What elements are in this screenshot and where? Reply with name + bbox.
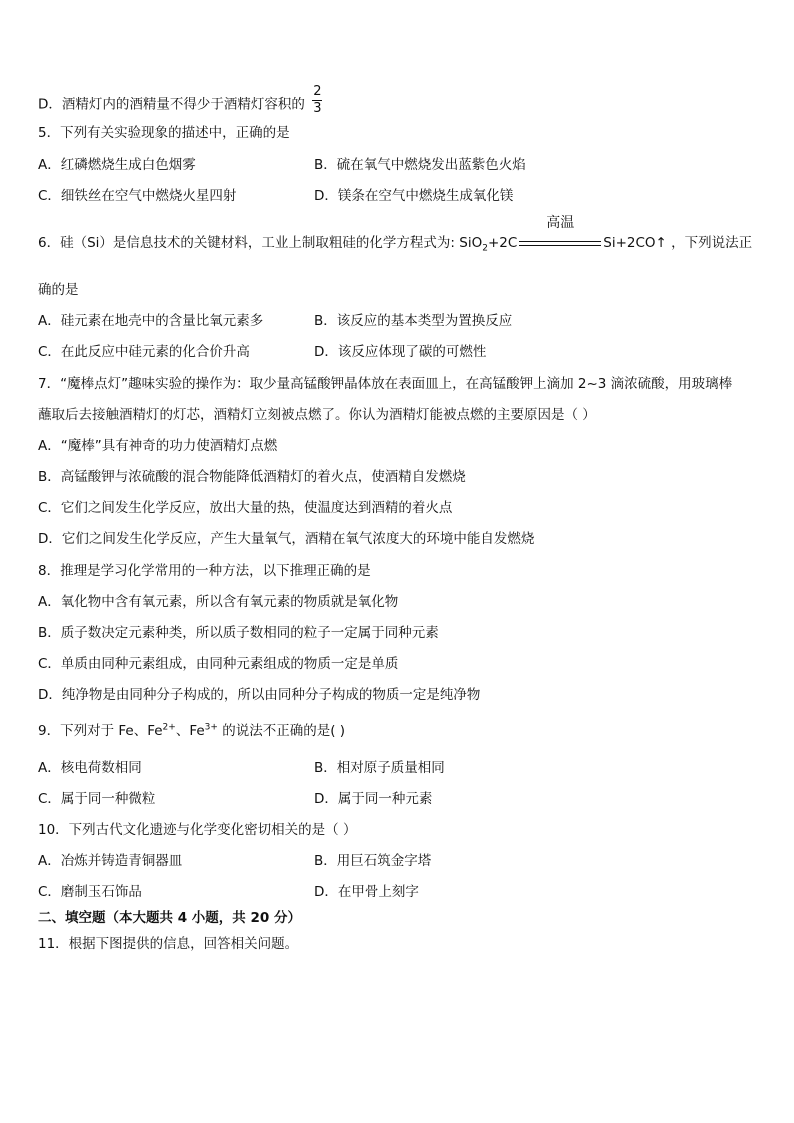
q5-stem: 5．下列有关实验现象的描述中，正确的是 <box>38 125 290 141</box>
eq-lhs-subscript: 2 <box>482 243 488 254</box>
q8-option-a: A．氧化物中含有氧元素，所以含有氧元素的物质就是氧化物 <box>38 594 399 610</box>
q9-option-a: A．核电荷数相同 <box>38 760 142 776</box>
fraction-numerator: 2 <box>313 84 322 99</box>
q7-option-d: D．它们之间发生化学反应，产生大量氧气，酒精在氧气浓度大的环境中能自发燃烧 <box>38 531 535 547</box>
eq-rhs: Si+2CO↑ <box>603 235 667 251</box>
q4-option-d-text: D．酒精灯内的酒精量不得少于酒精灯容积的 <box>38 96 305 113</box>
q6-stem-line1 <box>38 215 753 254</box>
q9-stem <box>38 722 345 740</box>
q6-option-b: B．该反应的基本类型为置换反应 <box>314 313 513 329</box>
q10-stem: 10．下列古代文化遗迹与化学变化密切相关的是（ ） <box>38 822 357 838</box>
q8-option-d: D．纯净物是由同种分子构成的，所以由同种分子构成的物质一定是纯净物 <box>38 687 481 703</box>
q9-stem-part2: 、Fe <box>175 723 205 739</box>
q4-option-d <box>38 84 322 121</box>
q7-stem-line2: 蘸取后去接触酒精灯的灯芯，酒精灯立刻被点燃了。你认为酒精灯能被点燃的主要原因是（ ） <box>38 407 596 423</box>
q8-option-c: C．单质由同种元素组成，由同种元素组成的物质一定是单质 <box>38 656 399 672</box>
q7-stem-line1: 7．“魔棒点灯”趣味实验的操作为：取少量高锰酸钾晶体放在表面皿上，在高锰酸钾上滴加 2~3 滴浓硫酸，用玻璃棒 <box>38 376 733 392</box>
q9-option-c: C．属于同一种微粒 <box>38 791 156 807</box>
q6-option-d: D．该反应体现了碳的可燃性 <box>314 344 487 360</box>
q10-option-a: A．冶炼并铸造青铜器皿 <box>38 853 183 869</box>
q9-stem-part1: 9．下列对于 Fe、Fe <box>38 723 163 739</box>
q6-option-c: C．在此反应中硅元素的化合价升高 <box>38 344 250 360</box>
eq-reaction-arrow <box>519 215 601 252</box>
q8-option-b: B．质子数决定元素种类，所以质子数相同的粒子一定属于同种元素 <box>38 625 439 641</box>
q8-stem: 8．推理是学习化学常用的一种方法，以下推理正确的是 <box>38 563 371 579</box>
q5-option-b: B．硫在氧气中燃烧发出蓝紫色火焰 <box>314 157 526 173</box>
q6-option-a: A．硅元素在地壳中的含量比氧元素多 <box>38 313 264 329</box>
q5-option-c: C．细铁丝在空气中燃烧火星四射 <box>38 188 237 204</box>
q9-stem-part3: 的说法不正确的是( ) <box>217 723 346 739</box>
section-title-fill-in: 二、填空题（本大题共 4 小题，共 20 分） <box>38 910 301 926</box>
q6-equation <box>459 215 671 254</box>
q6-stem-line2: 确的是 <box>38 282 79 298</box>
q9-option-b: B．相对原子质量相同 <box>314 760 445 776</box>
q7-option-a: A．“魔棒”具有神奇的功力使酒精灯点燃 <box>38 438 278 454</box>
q6-stem-text: 6．硅（Si）是信息技术的关键材料，工业上制取粗硅的化学方程式为: <box>38 235 455 251</box>
q10-option-c: C．磨制玉石饰品 <box>38 884 142 900</box>
eq-lhs-carbon: +2C <box>487 235 518 251</box>
eq-lhs-sio: SiO <box>459 235 483 251</box>
q10-option-d: D．在甲骨上刻字 <box>314 884 419 900</box>
fraction-two-thirds <box>312 84 322 117</box>
q11-stem: 11．根据下图提供的信息，回答相关问题。 <box>38 936 299 952</box>
fraction-denominator: 3 <box>313 101 322 116</box>
q5-option-d: D．镁条在空气中燃烧生成氧化镁 <box>314 188 514 204</box>
q6-stem-tail: ，下列说法正 <box>671 235 753 251</box>
q10-option-b: B．用巨石筑金字塔 <box>314 853 432 869</box>
q9-charge-2plus: 2+ <box>162 722 176 733</box>
q7-option-c: C．它们之间发生化学反应，放出大量的热，使温度达到酒精的着火点 <box>38 500 453 516</box>
q7-option-b: B．高锰酸钾与浓硫酸的混合物能降低酒精灯的着火点，使酒精自发燃烧 <box>38 469 466 485</box>
q9-charge-3plus: 3+ <box>204 722 218 733</box>
q5-option-a: A．红磷燃烧生成白色烟雾 <box>38 157 196 173</box>
eq-condition: 高温 <box>546 215 575 231</box>
q9-option-d: D．属于同一种元素 <box>314 791 433 807</box>
